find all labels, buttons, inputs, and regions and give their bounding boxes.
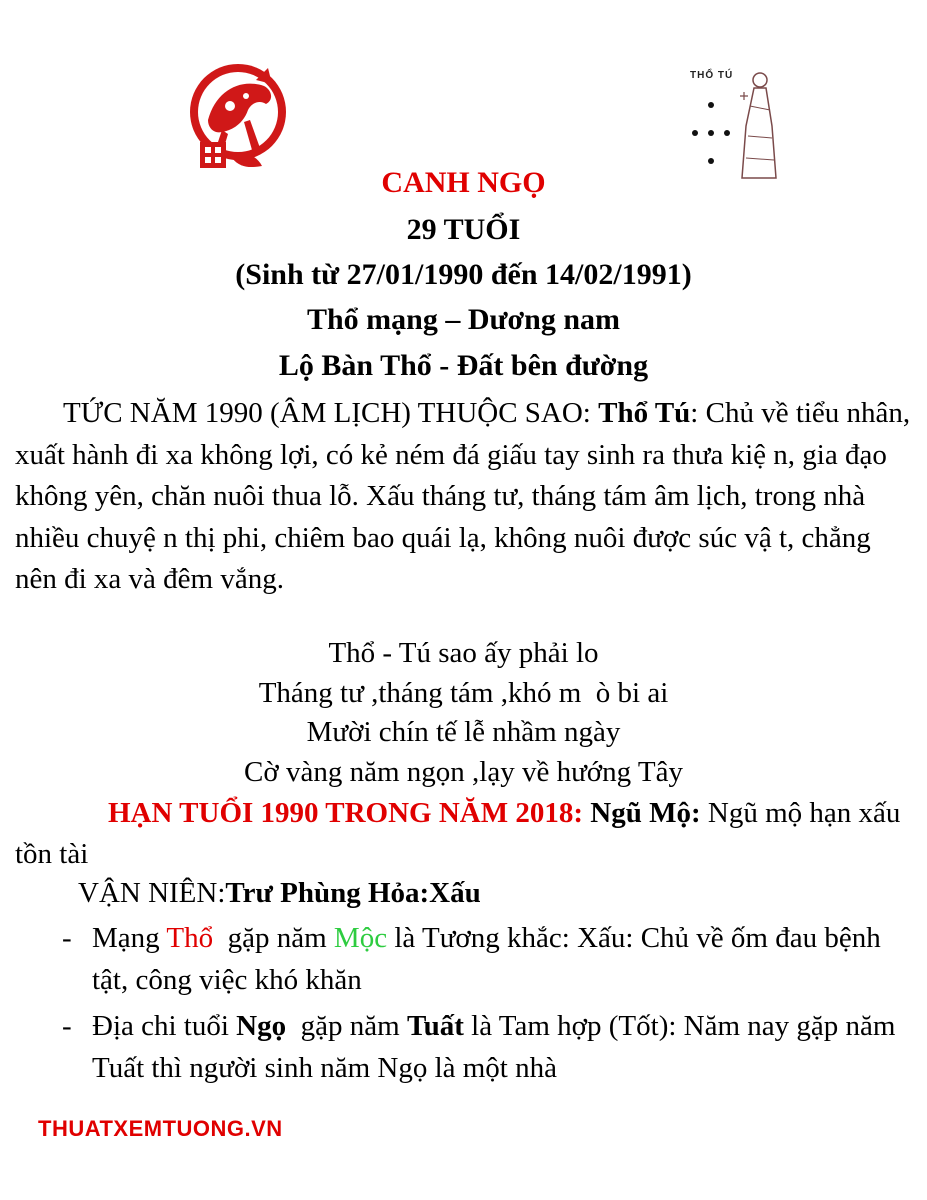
birth-range: (Sinh từ 27/01/1990 đến 14/02/1991) xyxy=(235,258,692,291)
earth-word: Thổ xyxy=(166,922,214,954)
star-dot xyxy=(724,130,730,136)
star-text: : Chủ về tiểu nhân, xuất hành đi xa không lợi, có kẻ ném đá giấu tay sinh ra thưa kiệ n, gia đạo không yên, chăn nuôi thua lỗ. Xấu tháng tư, tháng tám âm lịch, trong nhà nhiều chuyệ n thị phi, chiêm bao quái lạ, không nuôi được súc vậ t, chẳng nên đi xa và đêm vắng. xyxy=(15,397,911,595)
item-text: gặp năm xyxy=(286,1010,407,1042)
list-bullet: - xyxy=(62,922,72,954)
poem-line: Mười chín tế lễ nhầm ngày xyxy=(306,716,621,748)
star-dot xyxy=(708,102,714,108)
item-text: gặp năm xyxy=(213,922,334,954)
van-nien xyxy=(78,873,481,913)
poem-line: Thổ - Tú sao ấy phải lo xyxy=(328,637,599,669)
item-text: là Tương khắc: Xấu: Chủ về ốm đau bệnh tật, công việc khó khăn xyxy=(92,922,881,996)
poem-line: Tháng tư ,tháng tám ,khó m ò bi ai xyxy=(258,676,669,709)
star-lead: TỨC NĂM 1990 (ÂM LỊCH) THUỘC SAO: xyxy=(63,397,599,429)
star-dot xyxy=(692,130,698,136)
list-bullet: - xyxy=(62,1010,72,1042)
han-name: Ngũ Mộ: xyxy=(590,797,701,829)
poem-line: Cờ vàng năm ngọn ,lạy về hướng Tây xyxy=(244,755,683,788)
list-item xyxy=(62,917,912,1001)
detail-list xyxy=(62,917,912,1093)
star-dot xyxy=(708,130,714,136)
element-line: Thổ mạng – Dương nam xyxy=(306,303,620,336)
star-description xyxy=(15,393,915,601)
age-heading: 29 TUỔI xyxy=(406,213,521,246)
star-label: THỔ TÚ xyxy=(690,70,734,81)
van-nien-value: Trư Phùng Hỏa:Xấu xyxy=(225,877,481,909)
han-section xyxy=(15,793,915,875)
list-item xyxy=(62,1005,912,1089)
poem xyxy=(0,634,927,792)
star-name: Thổ Tú xyxy=(598,397,691,429)
horse-papercut-logo xyxy=(186,50,290,180)
website-watermark: THUATXEMTUONG.VN xyxy=(38,1116,283,1141)
wood-word: Mộc xyxy=(333,922,388,954)
van-nien-label: VẬN NIÊN: xyxy=(78,877,226,909)
branch-word: Ngọ xyxy=(236,1010,287,1042)
destiny-line: Lộ Bàn Thổ - Đất bên đường xyxy=(278,349,649,382)
item-text: Địa chi tuổi xyxy=(92,1010,237,1042)
han-text: Ngũ mộ hạn xấu tồn tài xyxy=(15,797,901,870)
year-word: Tuất xyxy=(406,1010,464,1042)
item-text: Mạng xyxy=(92,922,167,954)
han-label: HẠN TUỔI 1990 TRONG NĂM 2018: xyxy=(108,797,584,829)
page-title: CANH NGỌ xyxy=(381,166,546,199)
item-text: là Tam hợp (Tốt): Năm nay gặp năm Tuất thì người sinh năm Ngọ là một nhà xyxy=(92,1010,896,1084)
